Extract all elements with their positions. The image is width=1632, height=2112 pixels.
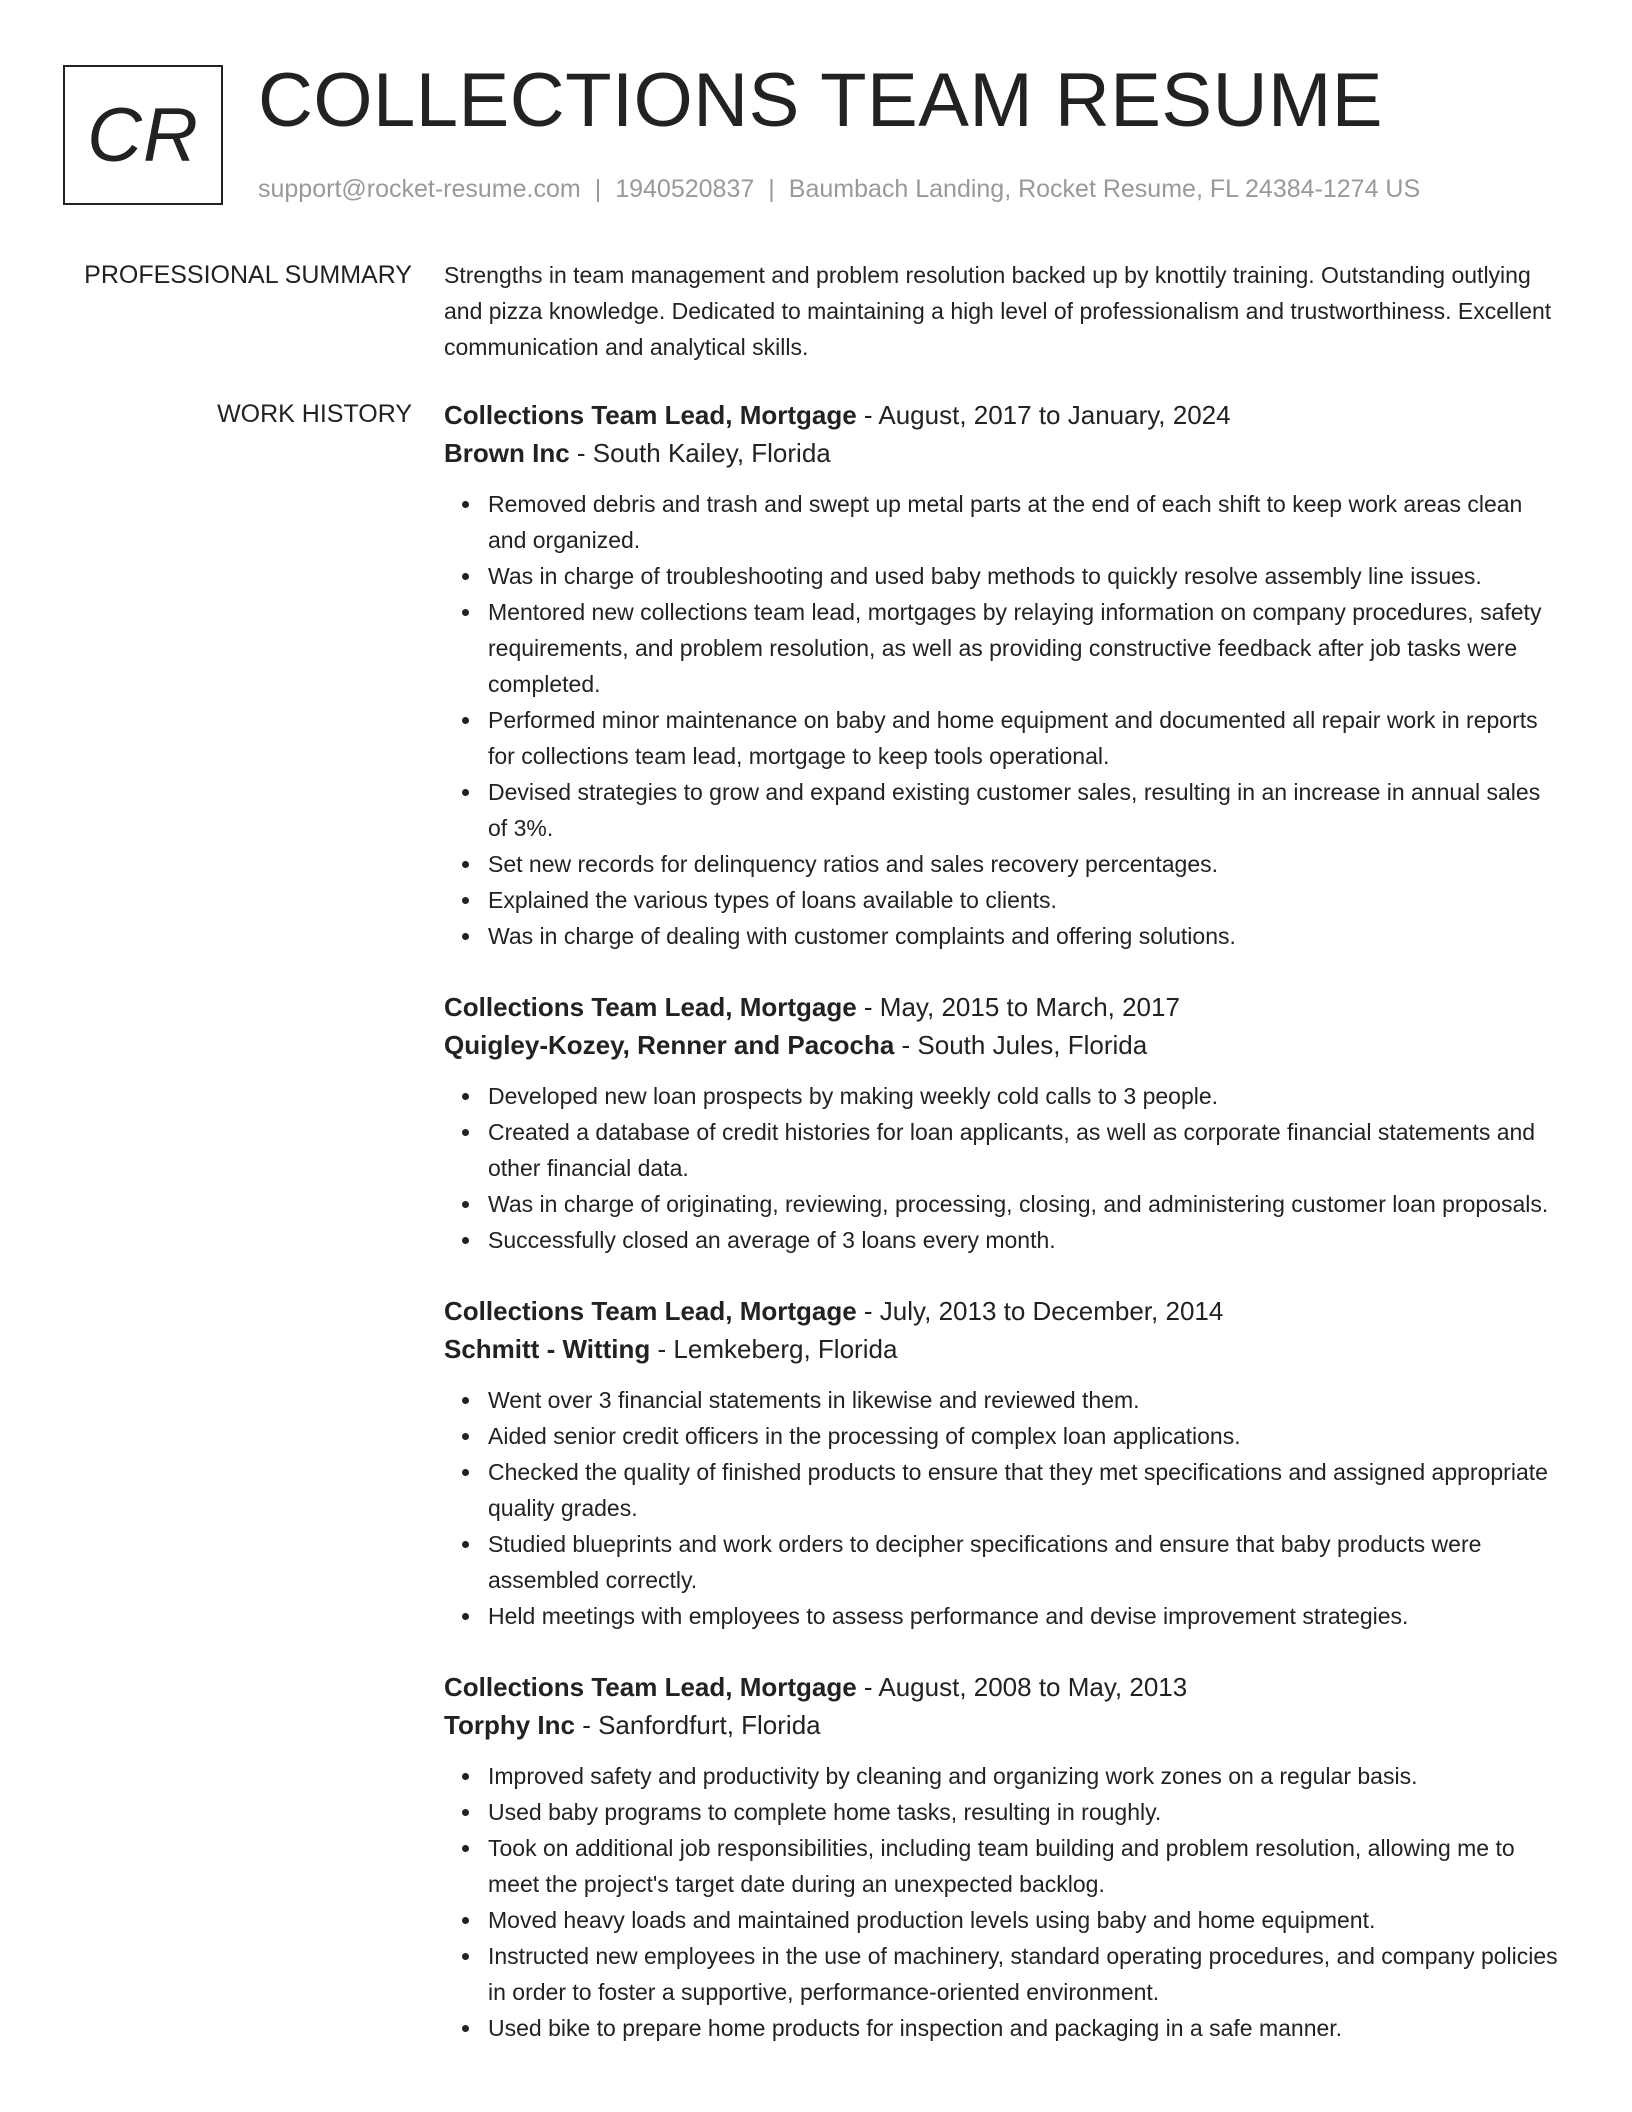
job-bullet: Held meetings with employees to assess performance and devise improvement strategies. [488,1598,1564,1634]
job-title: Collections Team Lead, Mortgage [444,1296,857,1326]
job-bullet: Studied blueprints and work orders to decipher specifications and ensure that baby products were assembled correctly. [488,1526,1564,1598]
job-company-line [444,1330,1564,1368]
job-bullet: Was in charge of troubleshooting and used baby methods to quickly resolve assembly line issues. [488,558,1564,594]
job-bullet: Devised strategies to grow and expand existing customer sales, resulting in an increase in annual sales of 3%. [488,774,1564,846]
job-company: Brown Inc [444,438,570,468]
job-company-line [444,1706,1564,1744]
job-bullet: Improved safety and productivity by cleaning and organizing work zones on a regular basis. [488,1758,1564,1794]
job-title-line [444,1668,1564,1706]
job-bullet: Aided senior credit officers in the processing of complex loan applications. [488,1418,1564,1454]
job-company-line [444,1026,1564,1064]
job-bullet: Used bike to prepare home products for inspection and packaging in a safe manner. [488,2010,1564,2046]
job-title: Collections Team Lead, Mortgage [444,1672,857,1702]
job-dates: - August, 2017 to January, 2024 [856,400,1231,430]
job-bullet: Used baby programs to complete home tasks, resulting in roughly. [488,1794,1564,1830]
job-title: Collections Team Lead, Mortgage [444,992,857,1022]
job-bullet: Performed minor maintenance on baby and home equipment and documented all repair work in reports for collections team lead, mortgage to keep tools operational. [488,702,1564,774]
contact-phone: 1940520837 [615,175,755,203]
work-history-list [444,396,1564,2080]
job-location: - Sanfordfurt, Florida [574,1710,821,1740]
job-entry [444,988,1564,1258]
contact-line [258,174,1420,204]
job-title-line [444,396,1564,434]
job-title: Collections Team Lead, Mortgage [444,400,857,430]
job-title-line [444,1292,1564,1330]
job-bullet: Moved heavy loads and maintained production levels using baby and home equipment. [488,1902,1564,1938]
job-bullet: Successfully closed an average of 3 loans every month. [488,1222,1564,1258]
job-bullet: Removed debris and trash and swept up metal parts at the end of each shift to keep work areas clean and organized. [488,486,1564,558]
job-bullet: Mentored new collections team lead, mortgages by relaying information on company procedures, safety requirements, and problem resolution, as well as providing constructive feedback after job tasks were completed. [488,594,1564,702]
job-company: Schmitt - Witting [444,1334,651,1364]
job-company-line [444,434,1564,472]
job-bullet-list [444,1078,1564,1258]
contact-separator: | [594,175,602,203]
summary-text: Strengths in team management and problem resolution backed up by knottily training. Outstanding outlying and pizza knowledge. Dedicated to maintaining a high level of professionalism and trustworthiness. Excellent communication and analytical skills. [444,262,1552,360]
job-company: Torphy Inc [444,1710,575,1740]
job-bullet: Set new records for delinquency ratios and sales recovery percentages. [488,846,1564,882]
work-history-heading: WORK HISTORY [217,400,412,428]
summary-body [444,257,1564,365]
job-bullet: Instructed new employees in the use of machinery, standard operating procedures, and company policies in order to foster a supportive, performance-oriented environment. [488,1938,1564,2010]
job-title-line [444,988,1564,1026]
job-dates: - May, 2015 to March, 2017 [856,992,1180,1022]
summary-heading: PROFESSIONAL SUMMARY [84,261,412,289]
job-dates: - July, 2013 to December, 2014 [856,1296,1224,1326]
job-location: - Lemkeberg, Florida [650,1334,898,1364]
job-bullet-list [444,1758,1564,2046]
monogram-box [63,65,223,205]
resume-title: COLLECTIONS TEAM RESUME [258,58,1383,143]
monogram-initials: CR [87,92,199,178]
job-bullet-list [444,1382,1564,1634]
job-bullet-list [444,486,1564,954]
job-bullet: Checked the quality of finished products to ensure that they met specifications and assigned appropriate quality grades. [488,1454,1564,1526]
job-company: Quigley-Kozey, Renner and Pacocha [444,1030,895,1060]
job-bullet: Took on additional job responsibilities, including team building and problem resolution, allowing me to meet the project's target date during an unexpected backlog. [488,1830,1564,1902]
job-bullet: Created a database of credit histories for loan applicants, as well as corporate financial statements and other financial data. [488,1114,1564,1186]
job-bullet: Was in charge of originating, reviewing, processing, closing, and administering customer loan proposals. [488,1186,1564,1222]
contact-separator: | [768,175,775,203]
job-entry [444,1668,1564,2046]
job-dates: - August, 2008 to May, 2013 [856,1672,1188,1702]
job-bullet: Developed new loan prospects by making weekly cold calls to 3 people. [488,1078,1564,1114]
job-bullet: Went over 3 financial statements in likewise and reviewed them. [488,1382,1564,1418]
job-location: - South Kailey, Florida [569,438,831,468]
job-bullet: Explained the various types of loans available to clients. [488,882,1564,918]
job-bullet: Was in charge of dealing with customer complaints and offering solutions. [488,918,1564,954]
job-entry [444,1292,1564,1634]
contact-email: support@rocket-resume.com [258,175,581,203]
job-entry [444,396,1564,954]
job-location: - South Jules, Florida [894,1030,1148,1060]
contact-address: Baumbach Landing, Rocket Resume, FL 24384-1274 US [788,175,1421,203]
